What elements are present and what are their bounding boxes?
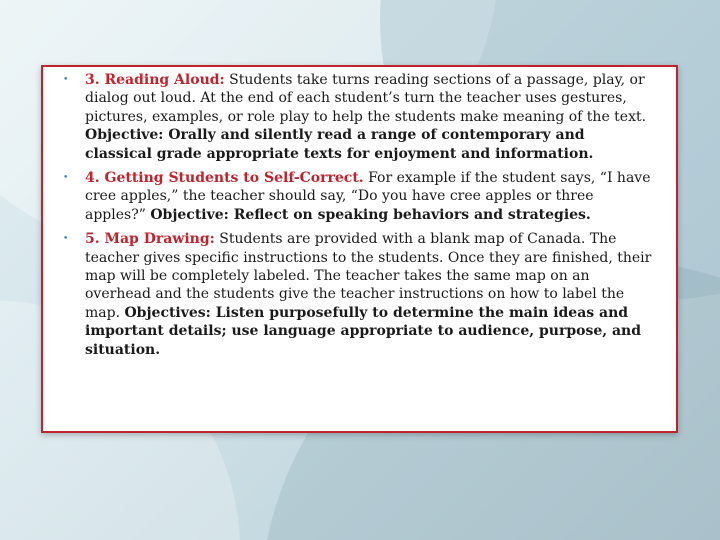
list-item-self-correct [61,169,654,224]
item-objective: Objective: Orally and silently read a range of contemporary and classical grade appropriate texts for enjoyment and information. [85,127,594,162]
bullet-icon: • [63,234,69,245]
list-item-reading-aloud [61,71,654,163]
content-box [41,65,678,433]
item-heading: 4. Getting Students to Self-Correct. [85,170,364,187]
item-body: Students take turns reading sections of a passage, play, or dialog out loud. At the end of each student’s turn the teacher uses gestures, pictures, examples, or role play to help the students make meaning of the text. [85,72,647,125]
item-body: For example if the student says, “I have cree apples,” the teacher should say, “Do you have cree apples or three apples?” [85,170,651,223]
item-objective: Objectives: Listen purposefully to determine the main ideas and important details; use language appropriate to audience, purpose, and situation. [85,304,642,358]
item-objective: Objective: Reflect on speaking behaviors and strategies. [150,206,591,223]
item-body: Students are provided with a blank map of Canada. The teacher gives specific instructions to the students. Once they are finished, their map will be completely labeled. The teacher takes the same map on an overhead and the students give the teacher instructions on how to label the map. [85,231,652,321]
bullet-icon: • [63,173,69,184]
bullet-list [61,71,654,359]
item-heading: 5. Map Drawing: [85,231,215,248]
item-heading: 3. Reading Aloud: [85,72,225,88]
bullet-icon: • [63,75,69,85]
list-item-map-drawing [61,230,654,359]
